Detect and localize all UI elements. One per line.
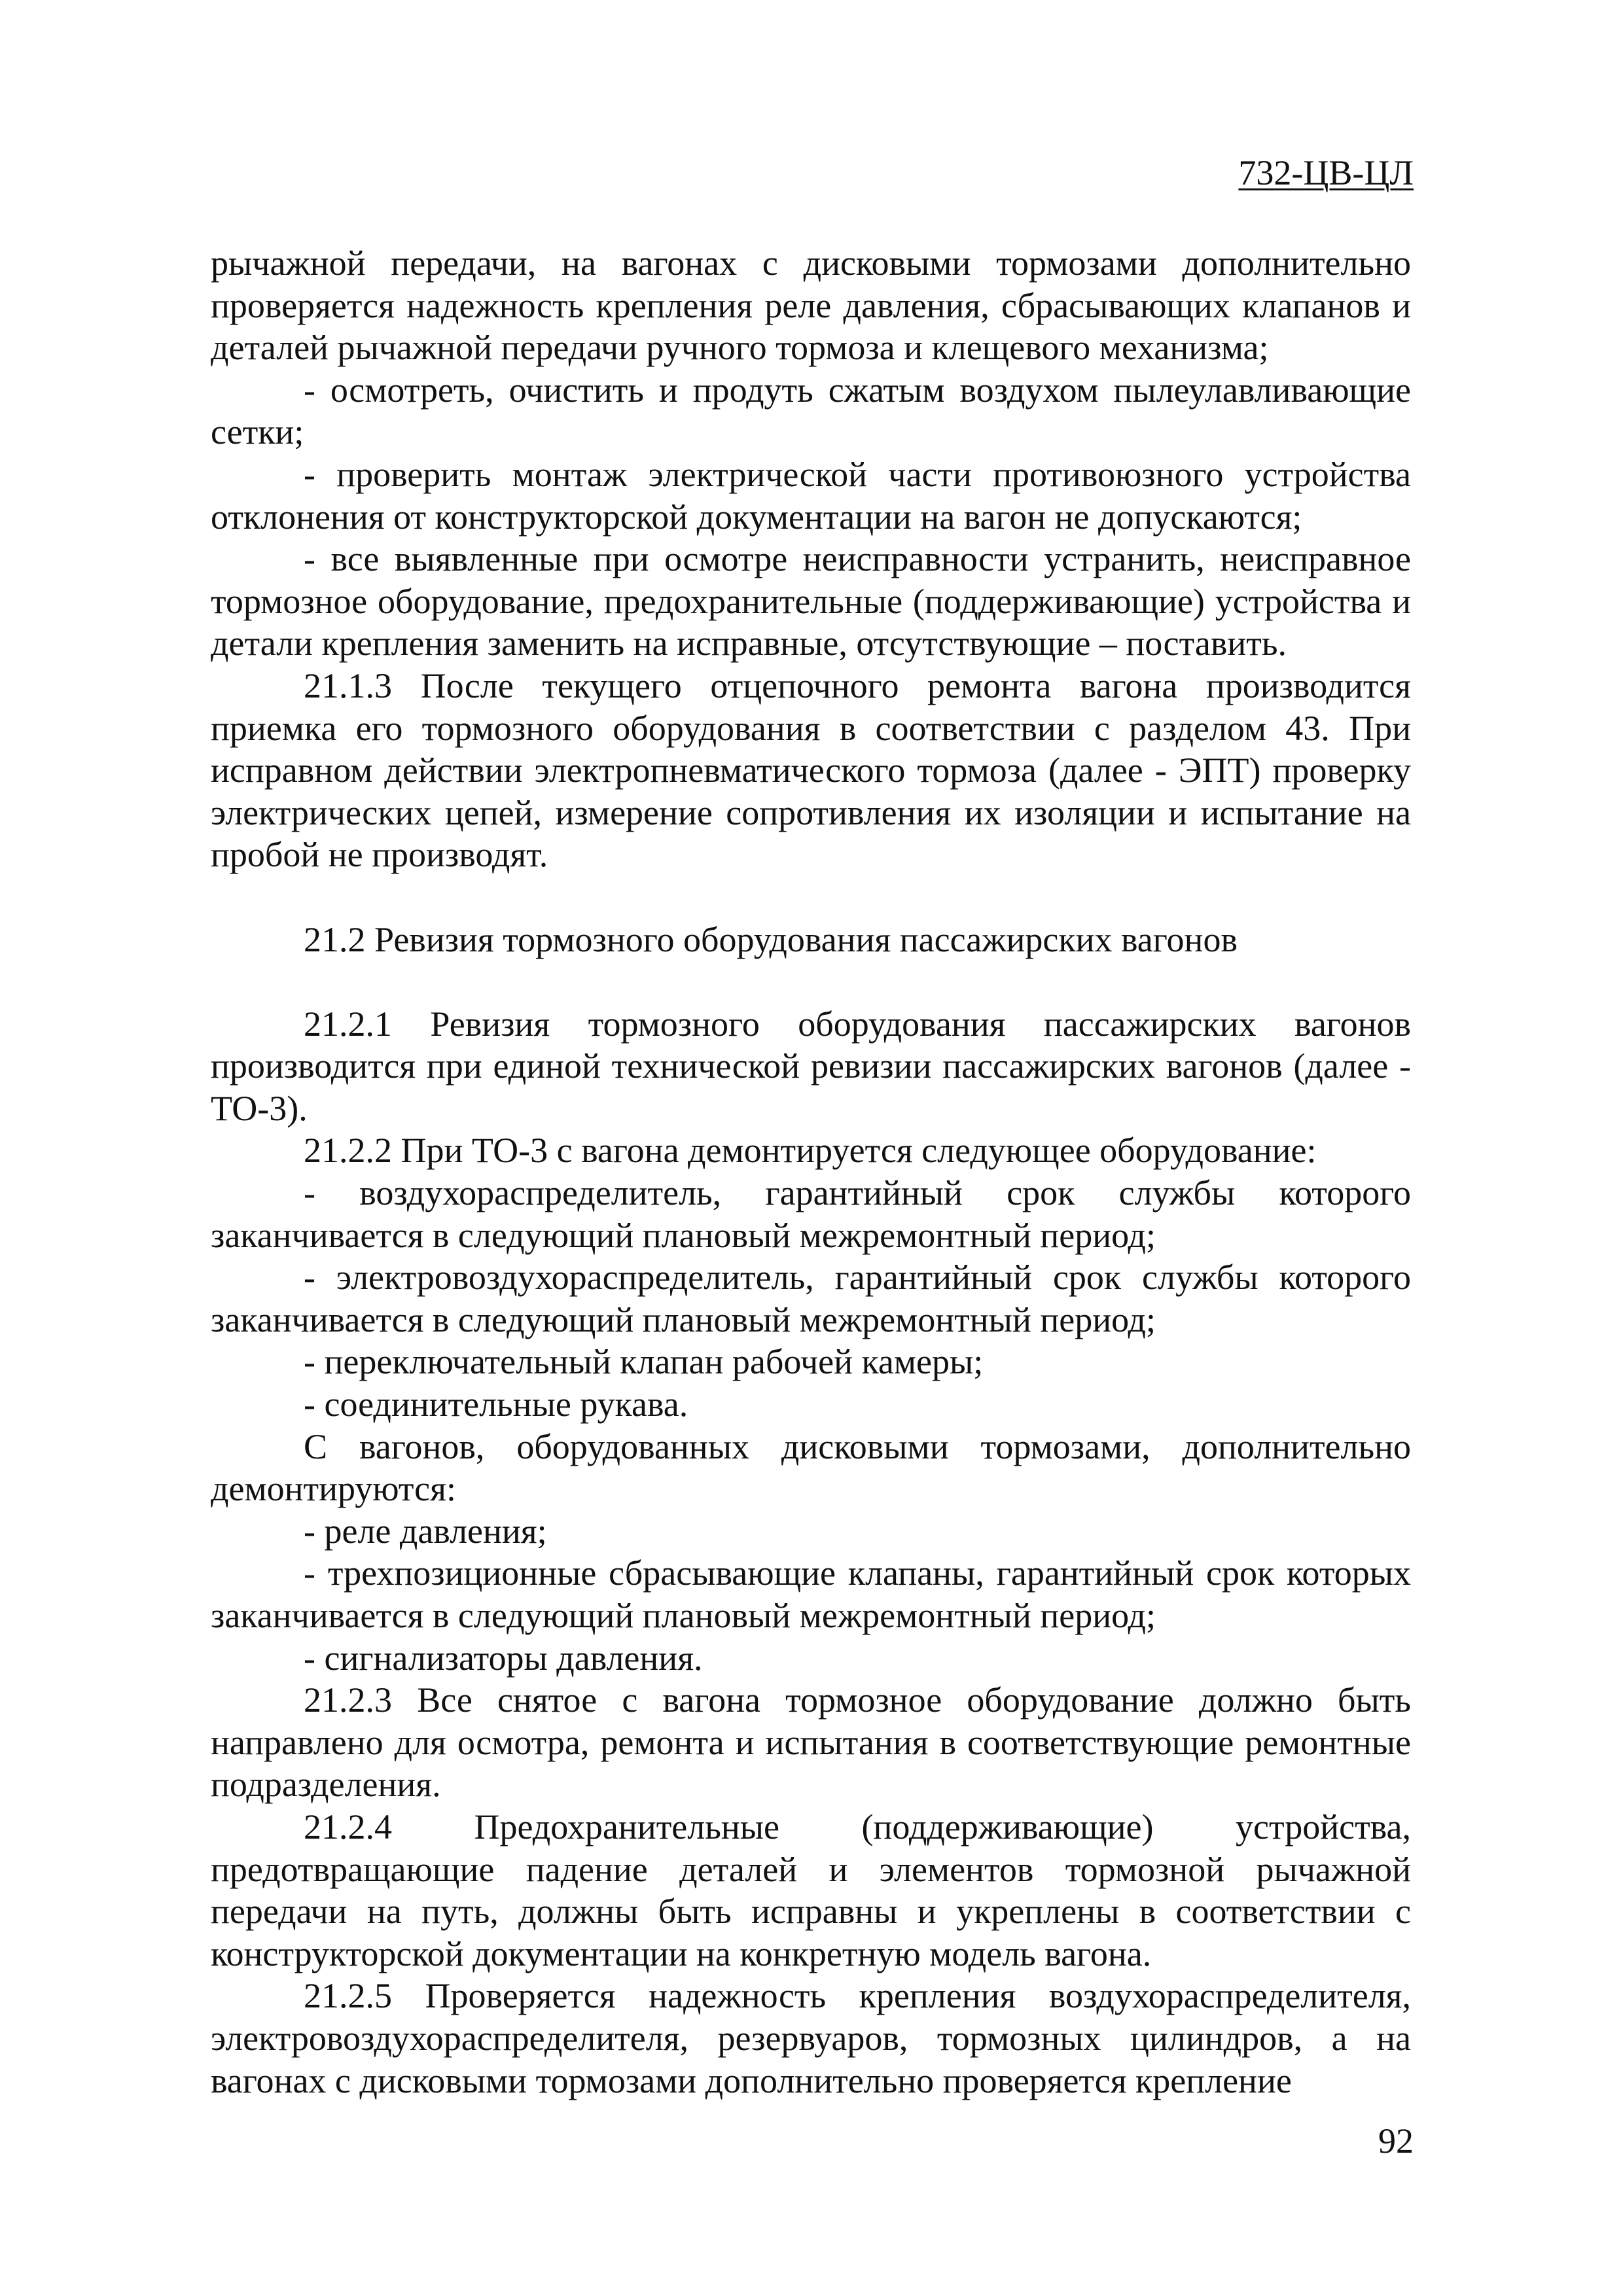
paragraph: 21.1.3 После текущего отцепочного ремонта вагона производится приемка его тормозного оборудования в соответствии с разделом 43. При исправном действии электропневматического тормоза (далее - ЭПТ) проверку электрических цепей, измерение сопротивления их изоляции и испытание на пробой не производят. bbox=[211, 665, 1411, 875]
paragraph: рычажной передачи, на вагонах с дисковыми тормозами дополнительно проверяется надежность крепления реле давления, сбрасывающих клапанов и деталей рычажной передачи ручного тормоза и клещевого механизма; bbox=[211, 243, 1411, 368]
paragraph: 21.2.2 При ТО-3 с вагона демонтируется следующее оборудование: bbox=[304, 1131, 1317, 1171]
spacer bbox=[211, 876, 1411, 919]
paragraph: 21.2.5 Проверяется надежность крепления воздухораспределителя, электровоздухораспределителя, резервуаров, тормозных цилиндров, а на вагонах с дисковыми тормозами дополнительно проверяется крепление bbox=[211, 1976, 1411, 2100]
spacer bbox=[211, 961, 1411, 1003]
list-item: - осмотреть, очистить и продуть сжатым воздухом пылеулавливающие сетки; bbox=[211, 370, 1411, 452]
list-item: - сигнализаторы давления. bbox=[304, 1638, 703, 1678]
paragraph: 21.2.4 Предохранительные (поддерживающие) устройства, предотвращающие падение деталей и элементов тормозной рычажной передачи на путь, должны быть исправны и укреплены в соответствии с конструкторской документации на конкретную модель вагона. bbox=[211, 1807, 1411, 1973]
page-number: 92 bbox=[1378, 2121, 1414, 2161]
list-item: - реле давления; bbox=[304, 1511, 547, 1551]
paragraph: С вагонов, оборудованных дисковыми тормозами, дополнительно демонтируются: bbox=[211, 1426, 1411, 1509]
section-heading: 21.2 Ревизия тормозного оборудования пассажирских вагонов bbox=[304, 919, 1238, 959]
list-item: - соединительные рукава. bbox=[304, 1385, 688, 1424]
page-body bbox=[211, 242, 1411, 2102]
list-item: - воздухораспределитель, гарантийный срок службы которого заканчивается в следующий плановый межремонтный период; bbox=[211, 1173, 1411, 1255]
list-item: - переключательный клапан рабочей камеры; bbox=[304, 1342, 984, 1382]
list-item: - электровоздухораспределитель, гарантийный срок службы которого заканчивается в следующий плановый межремонтный период; bbox=[211, 1258, 1411, 1339]
paragraph: 21.2.1 Ревизия тормозного оборудования пассажирских вагонов производится при единой технической ревизии пассажирских вагонов (далее - ТО-3). bbox=[211, 1004, 1411, 1128]
list-item: - проверить монтаж электрической части противоюзного устройства отклонения от конструкторской документации на вагон не допускаются; bbox=[211, 454, 1411, 537]
paragraph: 21.2.3 Все снятое с вагона тормозное оборудование должно быть направлено для осмотра, ремонта и испытания в соответствующие ремонтные подразделения. bbox=[211, 1680, 1411, 1805]
document-code: 732-ЦВ-ЦЛ bbox=[1238, 153, 1414, 192]
list-item: - все выявленные при осмотре неисправности устранить, неисправное тормозное оборудование, предохранительные (поддерживающие) устройства и детали крепления заменить на исправные, отсутствующие – поставить. bbox=[211, 539, 1411, 663]
list-item: - трехпозиционные сбрасывающие клапаны, гарантийный срок которых заканчивается в следующий плановый межремонтный период; bbox=[211, 1553, 1411, 1635]
